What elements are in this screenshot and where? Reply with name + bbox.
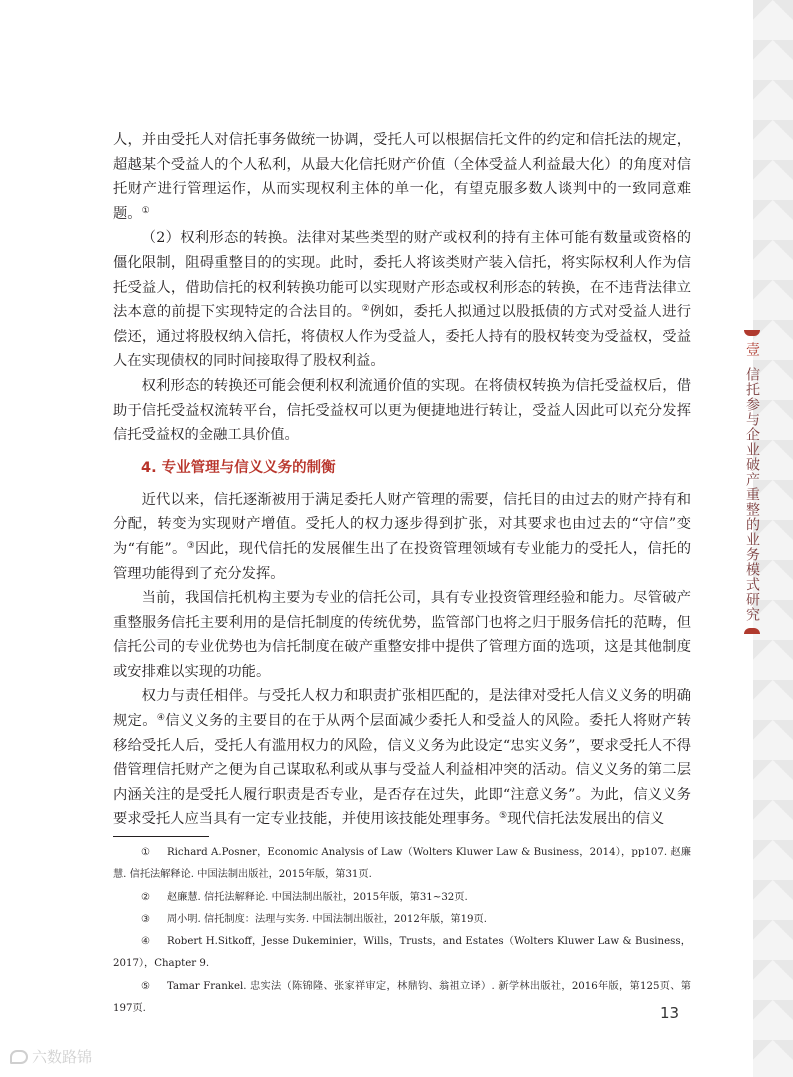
footnote-divider bbox=[113, 836, 209, 837]
footnote-ref-2[interactable]: ② bbox=[361, 304, 370, 315]
speech-bubble-icon bbox=[10, 1050, 28, 1064]
footnote-ref-3[interactable]: ③ bbox=[186, 540, 195, 551]
chapter-title: 信托参与企业破产重整的业务模式研究 bbox=[744, 367, 760, 622]
footnote-4: ④ Robert H.Sitkoff，Jesse Dukeminier，Wills，Trusts，and Estates（Wolters Kluwer Law & Business，2017），Chapter 9. bbox=[113, 936, 691, 970]
watermark bbox=[10, 1046, 92, 1067]
paragraph-1: 人，并由受托人对信托事务做统一协调，受托人可以根据信托文件的约定和信托法的规定，超越某个受益人的个人私利，从最大化信托财产价值（全体受益人利益最大化）的角度对信托财产进行管理运作，从而实现权利主体的单一化，有望克服多数人谈判中的一致同意难题。① bbox=[113, 132, 691, 222]
chapter-number: 壹 bbox=[744, 342, 760, 357]
footnote-1: ① Richard A.Posner，Economic Analysis of Law（Wolters Kluwer Law & Business，2014），pp107. 赵廉慧. 信托法解释论. 中国法制出版社，2015年版，第31页. bbox=[113, 847, 691, 881]
paragraph-3: 权利形态的转换还可能会便利权利流通价值的实现。在将债权转换为信托受益权后，借助于信托受益权流转平台，信托受益权可以更为便捷地进行转让，受益人因此可以充分发挥信托受益权的金融工具价值。 bbox=[113, 377, 691, 444]
bracket-top bbox=[744, 330, 760, 336]
footnote-5: ⑤ Tamar Frankel. 忠实法（陈锦隆、张家祥审定，林鼎钧、翁祖立译）. 新学林出版社，2016年版，第125页、第197页. bbox=[113, 980, 691, 1015]
paragraph-5: 当前，我国信托机构主要为专业的信托公司，具有专业投资管理经验和能力。尽管破产重整服务信托主要利用的是信托制度的传统优势，监管部门也将之归于服务信托的范畴，但信托公司的专业优势也为信托制度在破产重整安排中提供了管理方面的选项，这是其他制度或安排难以实现的功能。 bbox=[113, 590, 691, 680]
paragraph-2: （2）权利形态的转换。法律对某些类型的财产或权利的持有主体可能有数量或资格的僵化限制，阻碍重整目的的实现。此时，委托人将该类财产装入信托，将实际权利人作为信托受益人，借助信托的权利转换功能可以实现财产形态或权利形态的转换，在不违背法律立法本意的前提下实现特定的合法目的。②例如，委托人拟通过以股抵债的方式对受益人进行偿还，通过将股权纳入信托，将债权人作为受益人，委托人持有的股权转变为受益权，受益人在实现债权的同时间接取得了股权利益。 bbox=[113, 230, 692, 370]
section-heading: 4. 专业管理与信义义务的制衡 bbox=[141, 459, 336, 476]
page-number: 13 bbox=[660, 1004, 680, 1022]
footnote-ref-1[interactable]: ① bbox=[141, 205, 150, 216]
footnote-3: ③ 周小明. 信托制度：法理与实务. 中国法制出版社，2012年版，第19页. bbox=[141, 913, 487, 925]
paragraph-4: 近代以来，信托逐渐被用于满足委托人财产管理的需要，信托目的由过去的财产持有和分配，转变为实现财产增值。受托人的权力逐步得到扩张，对其要求也由过去的“守信”变为“有能”。③因此，现代信托的发展催生出了在投资管理领域有专业能力的受托人，信托的管理功能得到了充分发挥。 bbox=[113, 491, 691, 582]
watermark-text: 六数路锦 bbox=[32, 1048, 93, 1066]
chapter-side-tab bbox=[739, 330, 765, 634]
footnote-ref-4[interactable]: ④ bbox=[156, 713, 166, 724]
footnote-2: ② 赵廉慧. 信托法解释论. 中国法制出版社，2015年版，第31~32页. bbox=[141, 891, 468, 903]
footnotes bbox=[113, 842, 691, 1020]
paragraph-6: 权力与责任相伴。与受托人权力和职责扩张相匹配的，是法律对受托人信义义务的明确规定。④信义义务的主要目的在于从两个层面减少委托人和受益人的风险。委托人将财产转移给受托人后，受托人有滥用权力的风险，信义义务为此设定“忠实义务”，要求受托人不得借管理信托财产之便为自己谋取私利或从事与受益人利益相冲突的活动。信义义务的第二层内涵关注的是受托人履行职责是否专业，是否存在过失，此即“注意义务”。为此，信义义务要求受托人应当具有一定专业技能，并使用该技能处理事务。⑤现代信托法发展出的信义 bbox=[113, 688, 691, 828]
main-text bbox=[113, 128, 691, 832]
footnote-ref-5[interactable]: ⑤ bbox=[499, 811, 508, 822]
bracket-bottom bbox=[744, 628, 760, 634]
